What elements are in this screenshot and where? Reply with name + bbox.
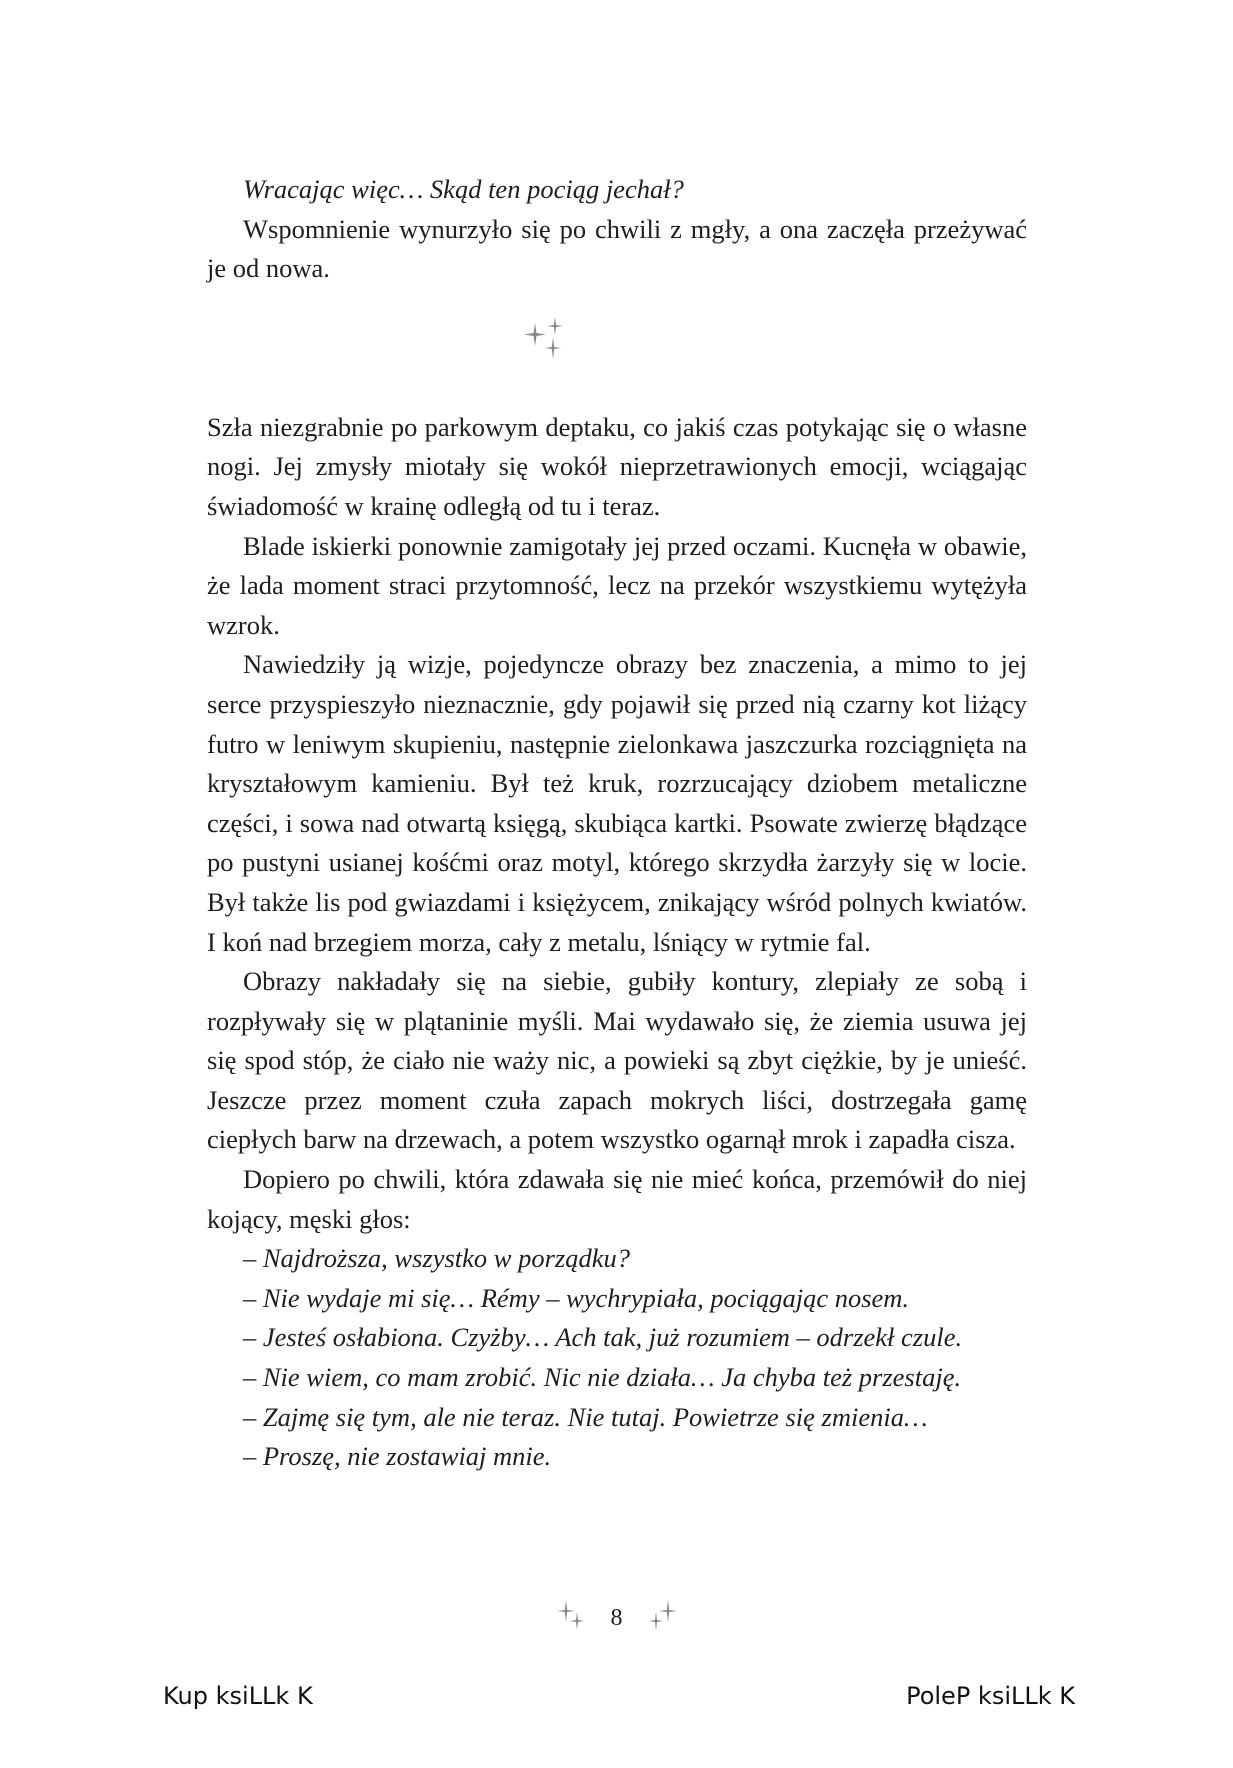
sparkle-right-icon [647, 1598, 677, 1639]
paragraph: – Nie wydaje mi się… Rémy – wychrypiała, pociągając nosem. [243, 1282, 910, 1313]
paragraph: – Nie wiem, co mam zrobić. Nic nie działa… Ja chyba też przestaję. [243, 1362, 962, 1393]
intro-paragraphs [207, 170, 1027, 289]
paragraph: Wspomnienie wynurzyło się po chwili z mgły, a ona zaczęła przeżywać je od nowa. [207, 213, 1027, 284]
paragraph: – Zajmę się tym, ale nie teraz. Nie tutaj. Powietrze się zmienia… [243, 1401, 928, 1432]
paragraph: Obrazy nakładały się na siebie, gubiły kontury, zlepiały ze sobą i rozpływały się w plątaninie myśli. Mai wydawało się, że ziemia usuwa jej się spod stóp, że ciało nie waży nic, a powieki są zbyt ciężkie, by je unieść. Jeszcze przez moment czuła zapach mokrych liści, dostrzegała gamę ciepłych barw na drzewach, a potem wszystko ogarnął mrok i zapadła cisza. [207, 966, 1027, 1155]
paragraph: Szła niezgrabnie po parkowym deptaku, co jakiś czas potykając się o własne nogi. Jej zmysły miotały się wokół nieprzetrawionych emocji, wciągając świadomość w krainę odległą od tu i teraz. [207, 411, 1027, 521]
sparkle-stars-icon [523, 315, 569, 361]
paragraph: Wracając więc… Skąd ten pociąg jechał? [243, 174, 684, 204]
paragraph: – Proszę, nie zostawiaj mnie. [243, 1441, 552, 1472]
paragraph: Dopiero po chwili, która zdawała się nie mieć końca, przemówił do niej kojący, męski głos: [207, 1164, 1027, 1234]
main-paragraphs [207, 408, 1027, 1477]
page-number-row [0, 1598, 1233, 1639]
sparkle-left-icon [557, 1598, 587, 1639]
paragraph: Blade iskierki ponownie zamigotały jej przed oczami. Kucnęła w obawie, że lada moment straci przytomność, lecz na przekór wszystkiemu wytężyła wzrok. [207, 530, 1027, 640]
paragraph: – Jesteś osłabiona. Czyżby… Ach tak, już rozumiem – odrzekł czule. [243, 1322, 963, 1353]
recommend-book-link[interactable]: PoleP ksiLLk K [906, 1682, 1075, 1710]
paragraph: – Najdroższa, wszystko w porządku? [243, 1243, 630, 1274]
paragraph: Nawiedziły ją wizje, pojedyncze obrazy bez znaczenia, a mimo to jej serce przyspieszyło nieznacznie, gdy pojawił się przed nią czarny kot liżący futro w leniwym skupieniu, następnie zielonkawa jaszczurka rozciągnięta na kryształowym kamieniu. Był też kruk, rozrzucający dziobem metaliczne części, i sowa nad otwartą księgą, skubiąca kartki. Psowate zwierzę błądzące po pustyni usianej kośćmi oraz motyl, którego skrzydła żarzyły się w locie. Był także lis pod gwiazdami i księżycem, znikający wśród polnych kwiatów. I koń nad brzegiem morza, cały z metalu, lśniący w rytmie fal. [207, 649, 1027, 957]
page-body [207, 170, 1027, 1477]
section-break [207, 289, 1027, 408]
page-number: 8 [610, 1605, 623, 1631]
buy-book-link[interactable]: Kup ksiLLk K [163, 1682, 313, 1710]
